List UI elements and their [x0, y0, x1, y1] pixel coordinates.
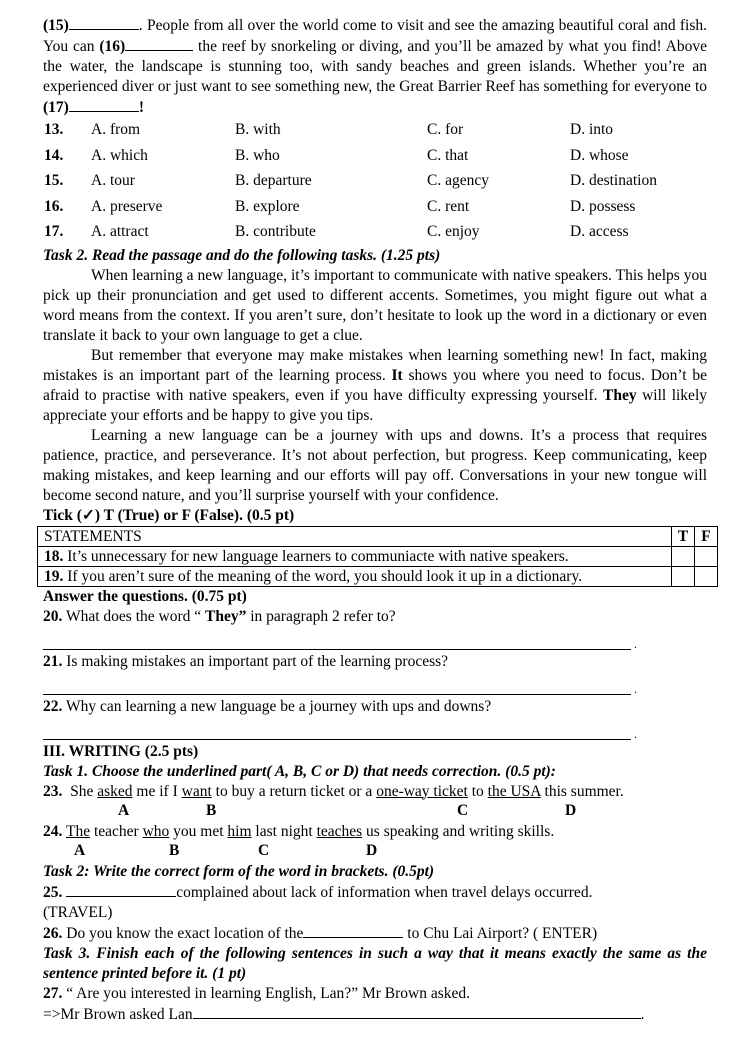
question-number: 15. [44, 172, 64, 189]
answer-blank-26[interactable] [303, 923, 403, 938]
option-a[interactable]: A. attract [91, 223, 149, 240]
option-b[interactable]: B. departure [235, 172, 312, 189]
underlined-part-a[interactable]: asked [97, 782, 133, 800]
passage-text-2: the reef by snorkeling or diving, and you’ll be amazed by what you find! Above the water, the landscape is stunning too, with sandy beaches and green islands. Whether you’re an experienced diver or just want to see something new, the Great Barrier Reef has something for everyone to [43, 38, 707, 95]
writing-heading: III. WRITING (2.5 pts) [43, 742, 199, 760]
letter-c: C [457, 801, 469, 819]
worksheet-page [43, 15, 711, 1025]
table-header-row [38, 526, 718, 546]
option-c[interactable]: C. for [427, 121, 464, 138]
statement-18 [38, 546, 672, 566]
letter-c: C [258, 841, 270, 859]
blank-number-17: (17) [43, 99, 69, 116]
question-27-rewrite [43, 1004, 707, 1025]
answer-line-21[interactable] [43, 676, 637, 696]
underlined-part-b[interactable]: want [181, 782, 212, 800]
statement-19 [38, 566, 672, 586]
question-number: 26. [43, 924, 63, 942]
false-checkbox-19[interactable] [695, 566, 718, 586]
sentence-text: to [467, 782, 488, 800]
table-row [38, 566, 718, 586]
option-d[interactable]: D. whose [570, 146, 629, 164]
line-end-dot: . [634, 636, 637, 651]
underlined-part-d[interactable]: the USA [487, 782, 541, 800]
true-checkbox-19[interactable] [672, 566, 695, 586]
question-number: 27. [43, 984, 63, 1002]
letter-d: D [366, 841, 378, 859]
question-text: Why can learning a new language be a journey with ups and downs? [62, 697, 492, 715]
question-number: 22. [43, 697, 63, 715]
sentence-text: to buy a return ticket or a [211, 782, 377, 800]
option-a[interactable]: A. from [91, 121, 141, 138]
option-d[interactable]: D. access [570, 223, 629, 240]
question-text: Do you know the exact location of the [62, 924, 304, 942]
true-header: T [672, 526, 695, 546]
paragraph-text: But remember that everyone may make mistakes when learning something new! In fact, making mistakes is an important part of the learning process. [43, 346, 707, 384]
option-a[interactable]: A. which [91, 146, 148, 164]
statement-number: 19. [44, 567, 64, 585]
question-27 [43, 984, 707, 1004]
option-b[interactable]: B. explore [235, 197, 300, 215]
option-b[interactable]: B. who [235, 146, 280, 164]
sentence-text: She [62, 782, 98, 800]
question-text: “ Are you interested in learning English, Lan?” Mr Brown asked. [62, 984, 470, 1002]
true-false-heading: Tick (✓) T (True) or F (False). (0.5 pt) [43, 506, 295, 524]
reading-paragraph-3: Learning a new language can be a journey with ups and downs. It’s a process that requires patience, practice, and perseverance. It’s not about perfection, but progress. Keep communicating, keep making mistakes, and keep learning and our efforts will pay off. Conversations in your new tongue will become second nature, and you’ll surprise yourself with your confidence. [43, 426, 707, 504]
blank-15[interactable] [69, 15, 139, 30]
true-checkbox-18[interactable] [672, 546, 695, 566]
question-row-15 [43, 169, 707, 195]
question-number: 20. [43, 607, 63, 625]
question-number: 14. [44, 146, 64, 164]
option-letters-24 [43, 842, 707, 862]
question-number: 23. [43, 782, 63, 800]
false-header: F [695, 526, 718, 546]
task2-heading: Task 2. Read the passage and do the following tasks. (1.25 pts) [43, 246, 441, 264]
option-d[interactable]: D. destination [570, 172, 657, 189]
blank-17[interactable] [69, 97, 139, 112]
answer-blank-25[interactable] [66, 882, 176, 897]
writing-task1-heading: Task 1. Choose the underlined part( A, B, C or D) that needs correction. (0.5 pt): [43, 762, 556, 780]
question-text: to Chu Lai Airport? ( ENTER) [403, 924, 598, 942]
option-c[interactable]: C. enjoy [427, 223, 480, 240]
answer-line-20[interactable] [43, 631, 637, 651]
highlighted-word-it: It [391, 366, 403, 384]
question-number: 17. [44, 223, 64, 240]
writing-task3-heading: Task 3. Finish each of the following sentences in such a way that it means exactly the same as the sentence printed before it. (1 pt) [43, 944, 707, 982]
table-row [38, 546, 718, 566]
question-number: 13. [44, 121, 64, 138]
true-false-table [37, 526, 718, 587]
question-25-word: (TRAVEL) [43, 903, 113, 921]
question-text: What does the word “ [62, 607, 205, 625]
underlined-part-c[interactable]: one-way ticket [376, 782, 468, 800]
underlined-part-b[interactable]: who [142, 822, 170, 840]
question-26 [43, 923, 707, 944]
sentence-text: you met [169, 822, 228, 840]
line-end-dot: . [634, 681, 637, 696]
question-text: complained about lack of information when travel delays occurred. [176, 883, 593, 901]
option-d[interactable]: D. possess [570, 197, 636, 215]
statement-text: It’s unnecessary for new language learners to communiacte with native speakers. [63, 547, 569, 565]
option-letters-23 [43, 802, 707, 822]
option-c[interactable]: C. rent [427, 197, 470, 215]
passage-end [43, 15, 707, 118]
sentence-text: last night [251, 822, 317, 840]
question-text: in paragraph 2 refer to? [246, 607, 396, 625]
question-23 [43, 782, 707, 802]
option-a[interactable]: A. tour [91, 172, 135, 189]
question-24 [43, 822, 707, 842]
reading-paragraph-2 [43, 346, 707, 426]
question-row-13 [43, 118, 707, 144]
multiple-choice-options [43, 118, 707, 246]
letter-b: B [169, 841, 180, 859]
answer-questions-heading: Answer the questions. (0.75 pt) [43, 587, 247, 605]
letter-a: A [118, 801, 130, 819]
question-row-16 [43, 195, 707, 221]
underlined-part-d[interactable]: teaches [316, 822, 363, 840]
blank-16[interactable] [125, 36, 193, 51]
quoted-word: They” [205, 607, 247, 625]
false-checkbox-18[interactable] [695, 546, 718, 566]
statements-header: STATEMENTS [38, 526, 672, 546]
question-number: 24. [43, 822, 63, 840]
reading-paragraph-1: When learning a new language, it’s important to communicate with native speakers. This helps you pick up their pronunciation and get used to different accents. Sometimes, you might figure out what a word means from the context. If you aren’t sure, don’t hesitate to look up the word in a dictionary or even translate it back to your own language to get a clue. [43, 266, 707, 344]
passage-text-1: . People from all over the world come to visit and see the amazing beautiful coral and fish. You can [43, 17, 707, 55]
writing-task2-heading: Task 2: Write the correct form of the word in brackets. (0.5pt) [43, 862, 435, 880]
question-row-14 [43, 144, 707, 170]
option-b[interactable]: B. contribute [235, 223, 316, 240]
paragraph-text: will likely appreciate your efforts and be happy to give you tips. [43, 386, 707, 424]
underlined-part-c[interactable]: him [227, 822, 252, 840]
paragraph-text: shows you where you need to focus. Don’t be afraid to practise with native speakers, even if you have difficulty expressing yourself. [43, 366, 707, 404]
answer-line-22[interactable] [43, 721, 637, 741]
option-c[interactable]: C. that [427, 146, 469, 164]
question-number: 21. [43, 652, 63, 670]
question-20 [43, 607, 707, 627]
passage-end-mark: ! [138, 99, 144, 116]
sentence-text: teacher [90, 822, 143, 840]
question-22 [43, 697, 707, 717]
highlighted-word-they: They [603, 386, 637, 404]
option-d[interactable]: D. into [570, 121, 614, 138]
question-25 [43, 882, 707, 903]
sentence-text: this summer. [540, 782, 624, 800]
letter-a: A [74, 841, 86, 859]
blank-number-16: (16) [99, 38, 126, 55]
question-21 [43, 652, 707, 672]
option-c[interactable]: C. agency [427, 172, 489, 189]
question-row-17 [43, 220, 707, 246]
line-end-dot: . [634, 726, 637, 741]
question-text: Is making mistakes an important part of the learning process? [62, 652, 449, 670]
letter-d: D [565, 801, 577, 819]
letter-b: B [206, 801, 217, 819]
question-number: 25. [43, 883, 63, 901]
line-end-dot: . [640, 1005, 645, 1023]
blank-number-15: (15) [43, 17, 69, 34]
rewrite-start: =>Mr Brown asked Lan [43, 1005, 193, 1023]
option-b[interactable]: B. with [235, 121, 281, 138]
question-number: 16. [44, 197, 64, 215]
sentence-text: me if I [132, 782, 182, 800]
option-a[interactable]: A. preserve [91, 197, 163, 215]
underlined-part-a[interactable]: The [65, 822, 91, 840]
sentence-text: us speaking and writing skills. [362, 822, 555, 840]
statement-text: If you aren’t sure of the meaning of the word, you should look it up in a dictionary. [63, 567, 583, 585]
answer-blank-27[interactable] [193, 1004, 641, 1019]
statement-number: 18. [44, 547, 64, 565]
